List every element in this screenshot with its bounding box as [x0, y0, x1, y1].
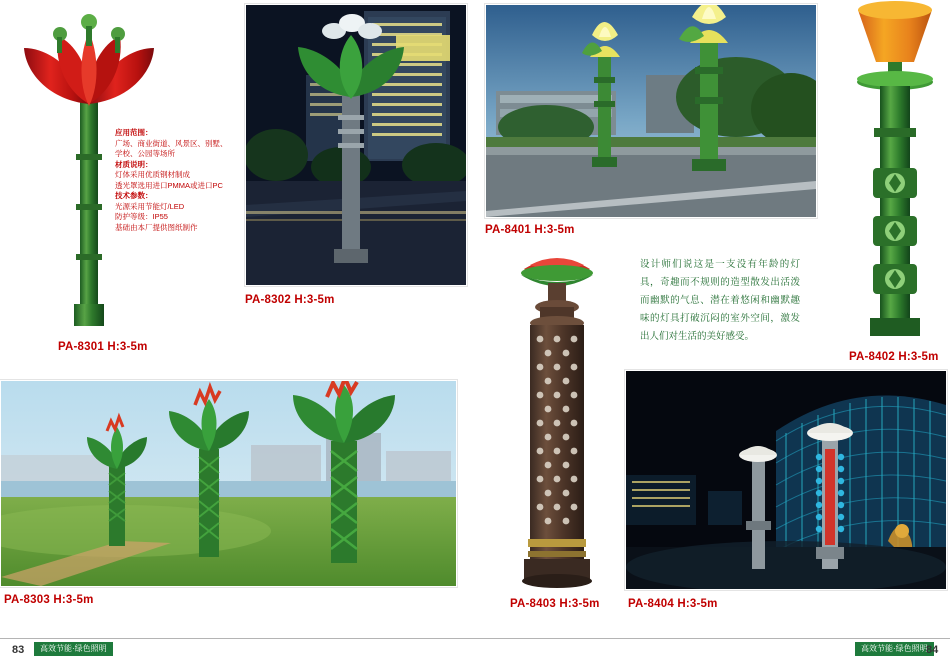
page-footer	[0, 638, 950, 664]
spec-block	[115, 128, 235, 233]
caption-pa-8403: PA-8403 H:3-5m	[510, 598, 600, 610]
caption-pa-8302: PA-8302 H:3-5m	[245, 294, 335, 306]
spec-line-5: 透光罩选用进口PMMA或进口PC	[115, 180, 223, 190]
figure-pa-8302	[245, 4, 467, 286]
footer-tab-right: 高效节能·绿色照明	[855, 642, 934, 656]
footer-divider	[0, 638, 950, 639]
figure-pa-8404	[625, 370, 947, 590]
spec-line-7: 光源采用节能灯/LED	[115, 201, 185, 211]
figure-pa-8303	[0, 380, 457, 587]
spec-line-3: 材质说明：	[115, 159, 153, 169]
page-number-right: 84	[926, 644, 939, 656]
caption-pa-8303: PA-8303 H:3-5m	[4, 594, 94, 606]
caption-pa-8404: PA-8404 H:3-5m	[628, 598, 718, 610]
spec-line-2: 学校、公园等场所	[115, 149, 175, 158]
spec-line-8: 防护等级：IP55	[115, 212, 168, 221]
footer-tab-left: 高效节能·绿色照明	[34, 642, 113, 656]
caption-pa-8301: PA-8301 H:3-5m	[58, 341, 148, 353]
spec-line-1: 广场、商业街道、风景区、别墅、	[115, 138, 228, 148]
figure-pa-8401	[485, 4, 817, 218]
design-note: 设计师们说这是一支没有年龄的灯具，奇趣而不规则的造型散发出活泼而幽默的气息、潜在着悠闲和幽默趣味的灯具打破沉闷的室外空间，激发出人们对生活的美好感受。	[640, 259, 800, 342]
caption-pa-8402: PA-8402 H:3-5m	[849, 351, 939, 363]
spec-line-4: 灯体采用优质钢材制成	[115, 170, 190, 179]
spec-line-0: 应用范围：	[115, 128, 153, 137]
figure-pa-8402	[840, 0, 950, 345]
spec-line-6: 技术参数：	[115, 191, 153, 200]
spec-line-9: 基础由本厂提供图纸制作	[115, 222, 198, 232]
page-number-left: 83	[12, 644, 25, 656]
figure-pa-8403	[500, 245, 615, 595]
caption-pa-8401: PA-8401 H:3-5m	[485, 224, 575, 236]
